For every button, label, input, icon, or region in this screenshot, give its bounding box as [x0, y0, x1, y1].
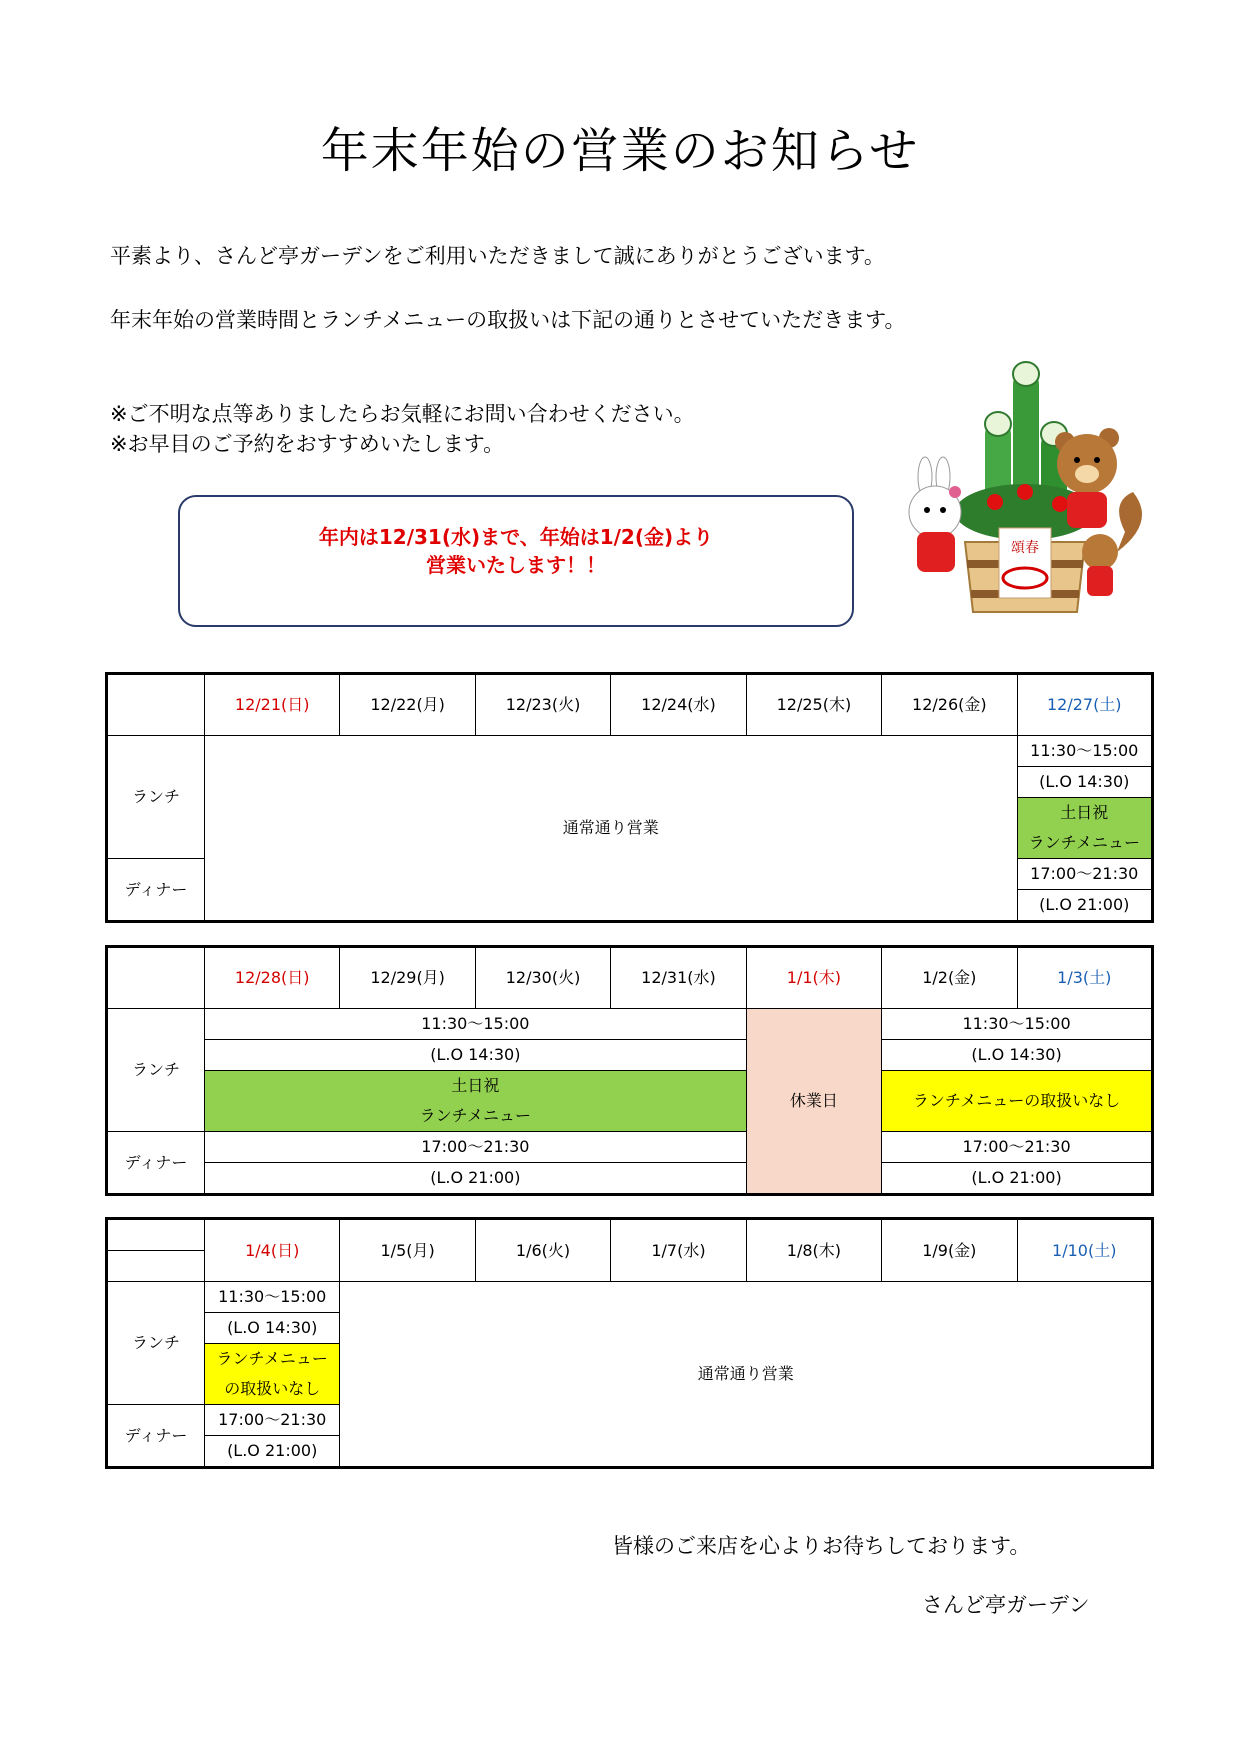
notice-box [178, 495, 854, 627]
day-header: 12/23(火) [475, 674, 610, 736]
lunch-lo: (L.O 14:30) [205, 1040, 747, 1071]
day-header: 12/25(木) [746, 674, 881, 736]
dinner-hours: 17:00～21:30 [205, 1132, 747, 1163]
dinner-lo: (L.O 21:00) [205, 1436, 340, 1468]
dinner-hours: 17:00～21:30 [882, 1132, 1153, 1163]
page-title: 年末年始の営業のお知らせ [320, 123, 920, 179]
day-header: 1/6(火) [475, 1219, 610, 1282]
lunch-label: ランチ [107, 1282, 205, 1405]
day-header: 1/7(水) [611, 1219, 746, 1282]
lunch-lo: (L.O 14:30) [205, 1313, 340, 1344]
intro-text: 年末年始の営業時間とランチメニューの取扱いは下記の通りとさせていただきます。 [110, 308, 906, 332]
day-header: 12/26(金) [882, 674, 1017, 736]
new-year-decoration-illustration [895, 352, 1155, 634]
corner-cell [107, 947, 205, 1009]
schedule-table-week1 [105, 672, 1154, 923]
day-header: 12/28(日) [205, 947, 340, 1009]
day-header: 1/5(月) [340, 1219, 475, 1282]
dinner-lo: (L.O 21:00) [882, 1163, 1153, 1195]
holiday-menu-cell: ランチメニュー [205, 1101, 747, 1132]
schedule-table-week3 [105, 1217, 1154, 1469]
note-text: ※ご不明な点等ありましたらお気軽にお問い合わせください。 [110, 402, 695, 426]
no-lunch-menu-cell: の取扱いなし [205, 1374, 340, 1405]
no-lunch-menu-cell: ランチメニューの取扱いなし [882, 1071, 1153, 1132]
lunch-hours: 11:30～15:00 [205, 1282, 340, 1313]
dinner-label: ディナー [107, 859, 205, 922]
day-header: 1/9(金) [882, 1219, 1017, 1282]
day-header: 12/29(月) [340, 947, 475, 1009]
day-header: 1/8(木) [746, 1219, 881, 1282]
dinner-lo: (L.O 21:00) [1017, 890, 1152, 922]
day-header: 12/21(日) [205, 674, 340, 736]
lunch-hours: 11:30～15:00 [1017, 736, 1152, 767]
dinner-hours: 17:00～21:30 [205, 1405, 340, 1436]
dinner-hours: 17:00～21:30 [1017, 859, 1152, 890]
corner-cell [107, 674, 205, 736]
rabbit-icon [909, 457, 961, 572]
decoration-text: 頌春 [1011, 540, 1039, 556]
lunch-hours: 11:30～15:00 [205, 1009, 747, 1040]
notice-line: 営業いたします！！ [426, 553, 606, 577]
lunch-label: ランチ [107, 736, 205, 859]
note-text: ※お早目のご予約をおすすめいたします。 [110, 432, 505, 456]
no-lunch-menu-cell: ランチメニュー [205, 1344, 340, 1375]
day-header: 1/10(土) [1017, 1219, 1152, 1282]
day-header: 1/4(日) [205, 1219, 340, 1282]
closed-day-cell: 休業日 [746, 1009, 881, 1195]
dinner-label: ディナー [107, 1132, 205, 1195]
corner-cell [107, 1219, 205, 1251]
lunch-lo: (L.O 14:30) [1017, 767, 1152, 798]
day-header: 12/24(水) [611, 674, 746, 736]
schedule-table-week2 [105, 945, 1154, 1196]
day-header: 1/1(木) [746, 947, 881, 1009]
lunch-label: ランチ [107, 1009, 205, 1132]
dinner-lo: (L.O 21:00) [205, 1163, 747, 1195]
closing-message: 皆様のご来店を心よりお待ちしております。 [612, 1534, 1031, 1558]
holiday-menu-cell: 土日祝 [205, 1071, 747, 1102]
day-header: 12/22(月) [340, 674, 475, 736]
holiday-menu-cell: 土日祝 [1017, 798, 1152, 829]
dinner-label: ディナー [107, 1405, 205, 1468]
lunch-hours: 11:30～15:00 [882, 1009, 1153, 1040]
barrel-icon [965, 528, 1085, 612]
day-header: 12/30(火) [475, 947, 610, 1009]
day-header: 1/2(金) [882, 947, 1017, 1009]
greeting-text: 平素より、さんど亭ガーデンをご利用いただきまして誠にありがとうございます。 [110, 244, 885, 268]
notice-line: 年内は12/31(水)まで、年始は1/2(金)より [318, 525, 714, 549]
lunch-lo: (L.O 14:30) [882, 1040, 1153, 1071]
normal-hours-cell: 通常通り営業 [340, 1282, 1153, 1468]
signature: さんど亭ガーデン [922, 1593, 1090, 1617]
normal-hours-cell: 通常通り営業 [205, 736, 1018, 922]
day-header: 12/31(水) [611, 947, 746, 1009]
holiday-menu-cell: ランチメニュー [1017, 828, 1152, 859]
day-header: 1/3(土) [1017, 947, 1152, 1009]
corner-cell [107, 1251, 205, 1282]
day-header: 12/27(土) [1017, 674, 1152, 736]
